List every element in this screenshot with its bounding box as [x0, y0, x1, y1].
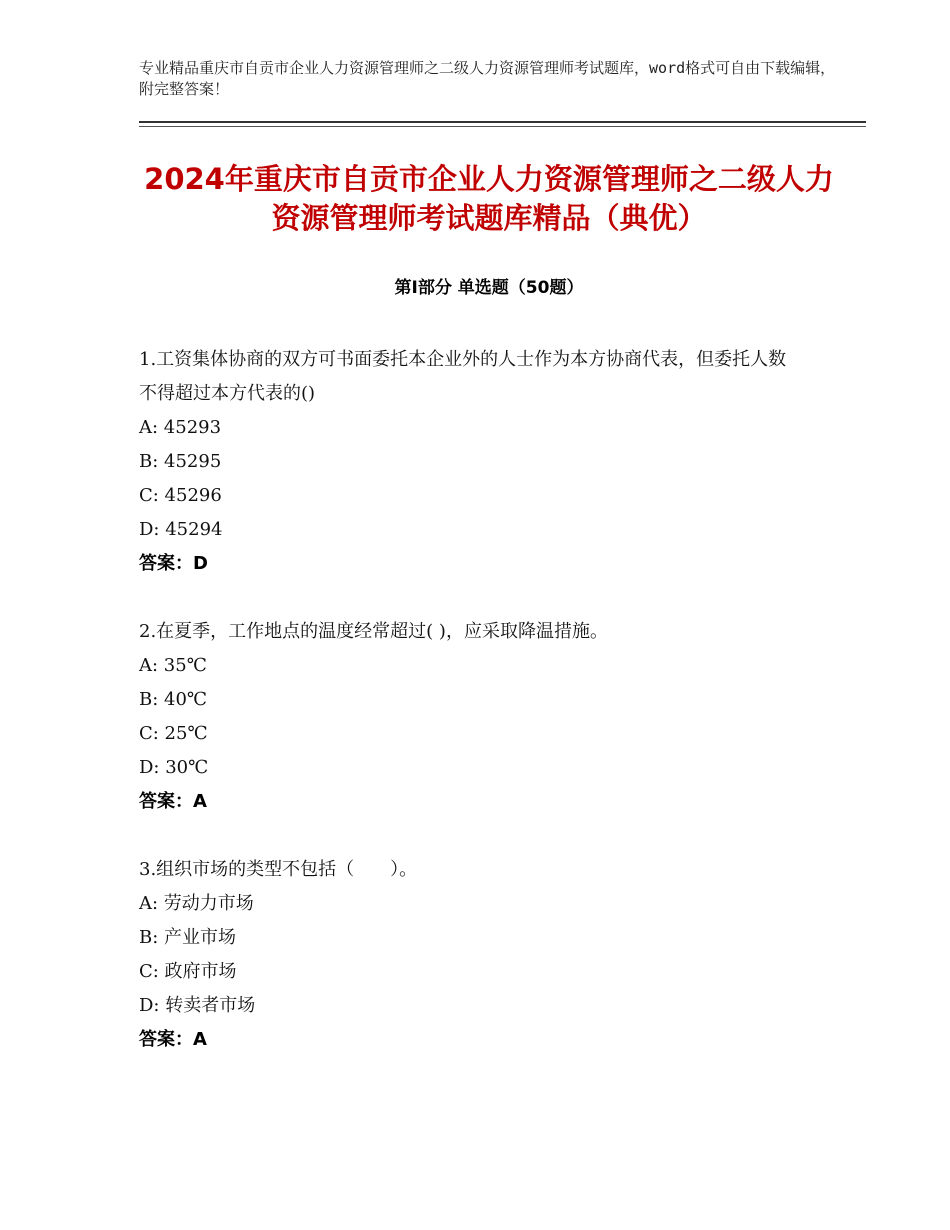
section-title: 第Ⅰ部分 单选题（50题）: [394, 278, 584, 298]
option-c: C: 45296: [139, 485, 222, 506]
question-stem: 2.在夏季，工作地点的温度经常超过( )，应采取降温措施。: [139, 621, 608, 642]
option-d: D: 45294: [139, 519, 223, 540]
option-b: B: 40℃: [139, 689, 208, 710]
question-stem: 1.工资集体协商的双方可书面委托本企业外的人士作为本方协商代表，但委托人数不得超过本方代表的(): [139, 349, 787, 404]
document-title: 2024年重庆市自贡市企业人力资源管理师之二级人力资源管理师考试题库精品（典优）: [144, 162, 834, 235]
header-divider-thin: [139, 126, 866, 127]
option-b: B: 产业市场: [139, 927, 237, 948]
answer: 答案：A: [139, 1029, 207, 1050]
option-d: D: 转卖者市场: [139, 995, 256, 1016]
option-a: A: 劳动力市场: [139, 893, 254, 914]
answer: 答案：D: [139, 553, 208, 574]
option-b: B: 45295: [139, 451, 222, 472]
question-list: [139, 343, 789, 1091]
option-a: A: 45293: [139, 417, 222, 438]
option-a: A: 35℃: [139, 655, 207, 676]
question-stem: 3.组织市场的类型不包括（ ）。: [139, 859, 418, 880]
option-c: C: 政府市场: [139, 961, 237, 982]
question-2: [139, 615, 789, 819]
option-d: D: 30℃: [139, 757, 209, 778]
header-note: 专业精品重庆市自贡市企业人力资源管理师之二级人力资源管理师考试题库，word格式可自由下载编辑，附完整答案！: [139, 59, 836, 98]
option-c: C: 25℃: [139, 723, 208, 744]
question-3: [139, 853, 789, 1057]
answer: 答案：A: [139, 791, 207, 812]
question-1: [139, 343, 789, 581]
header-divider-thick: [139, 121, 866, 123]
